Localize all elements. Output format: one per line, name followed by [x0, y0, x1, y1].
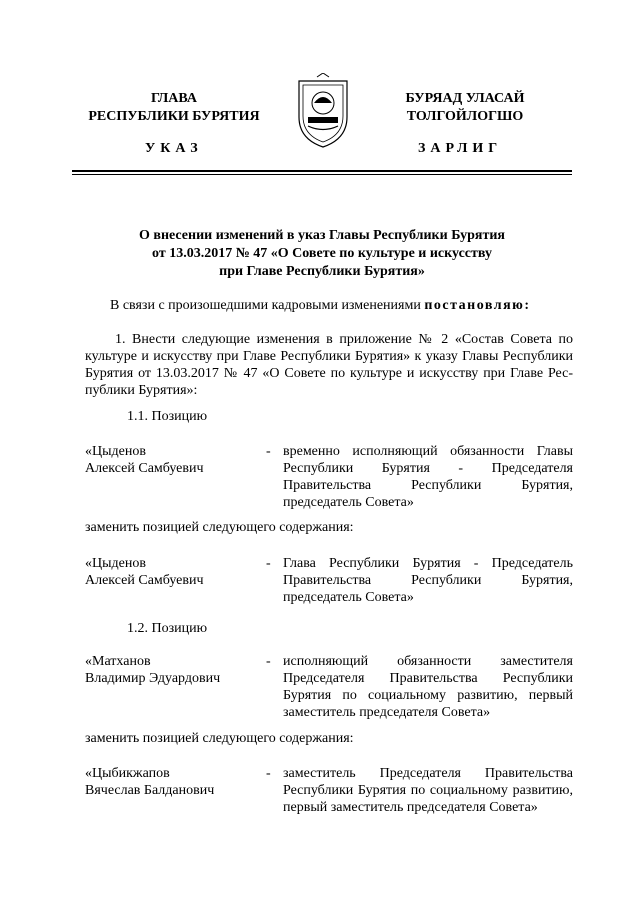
header-left-line1: ГЛАВА — [151, 91, 197, 106]
coat-of-arms-icon — [295, 73, 351, 149]
item2-label: 1.2. Позицию — [127, 621, 208, 636]
point1-paragraph: 1. Внести следующие изменения в приложение № 2 «Состав Совета по культуре и искусству при Главе Республики Бурятия» к указу Главы Республики Бурятия от 13.03.2017 № 47 «О Совете по культуре и искусству при Главе Рес-публики Бурятия»: — [85, 332, 573, 398]
item2-old-name — [85, 653, 255, 687]
item2-old-surname: «Матханов — [85, 654, 151, 669]
item1-old-given-names: Алексей Самбуевич — [85, 461, 204, 476]
doc-type-left: УКАЗ — [145, 141, 203, 156]
header-left-line2: РЕСПУБЛИКИ БУРЯТИЯ — [88, 109, 260, 124]
item2-old-dash: - — [266, 654, 271, 669]
title-line3: при Главе Республики Бурятия» — [219, 264, 425, 279]
item1-old-surname: «Цыденов — [85, 444, 146, 459]
item2-old-desc: исполняющий обязанности заместителя Председателя Правительства Республики Бурятия по социальному развитию, первый заместитель председателя Совета» — [283, 654, 573, 720]
intro-decree: постановляю: — [424, 298, 531, 313]
item2-new-desc: заместитель Председателя Правительства Республики Бурятия по социальному развитию, первый заместитель председателя Совета» — [283, 766, 573, 815]
item1-new-name — [85, 555, 255, 589]
item1-old-desc: временно исполняющий обязанности Главы Республики Бурятия - Председателя Правительства Республики Бурятия, председатель Совета» — [283, 444, 573, 510]
header-right-block — [340, 90, 590, 126]
item1-new-surname: «Цыденов — [85, 556, 146, 571]
header-right-line2: ТОЛГОЙЛОГШО — [406, 109, 524, 124]
item2-new-dash: - — [266, 766, 271, 781]
item1-new-desc: Глава Республики Бурятия - Председатель Правительства Республики Бурятия, председатель Совета» — [283, 556, 573, 605]
intro-text: В связи с произошедшими кадровыми изменениями — [110, 298, 425, 313]
intro-paragraph — [110, 297, 580, 314]
title-line1: О внесении изменений в указ Главы Республики Бурятия — [139, 228, 505, 243]
item1-old-name — [85, 443, 255, 477]
item1-label: 1.1. Позицию — [127, 409, 208, 424]
replace-text-2: заменить позицией следующего содержания: — [85, 731, 354, 746]
replace-text-1: заменить позицией следующего содержания: — [85, 520, 354, 535]
item1-old-dash: - — [266, 444, 271, 459]
item2-new-given-names: Вячеслав Балданович — [85, 783, 215, 798]
item2-new-surname: «Цыбикжапов — [85, 766, 170, 781]
header-rule-thin — [72, 174, 572, 175]
item2-old-given-names: Владимир Эдуардович — [85, 671, 221, 686]
document-title — [72, 227, 572, 281]
item1-new-given-names: Алексей Самбуевич — [85, 573, 204, 588]
doc-type-right: ЗАРЛИГ — [418, 141, 503, 156]
item2-new-name — [85, 765, 255, 799]
title-line2: от 13.03.2017 № 47 «О Совете по культуре и искусству — [152, 246, 492, 261]
header-rule-thick — [72, 170, 572, 172]
header-right-line1: БУРЯАД УЛАСАЙ — [405, 91, 525, 106]
header-left-block — [49, 90, 299, 126]
item1-new-dash: - — [266, 556, 271, 571]
